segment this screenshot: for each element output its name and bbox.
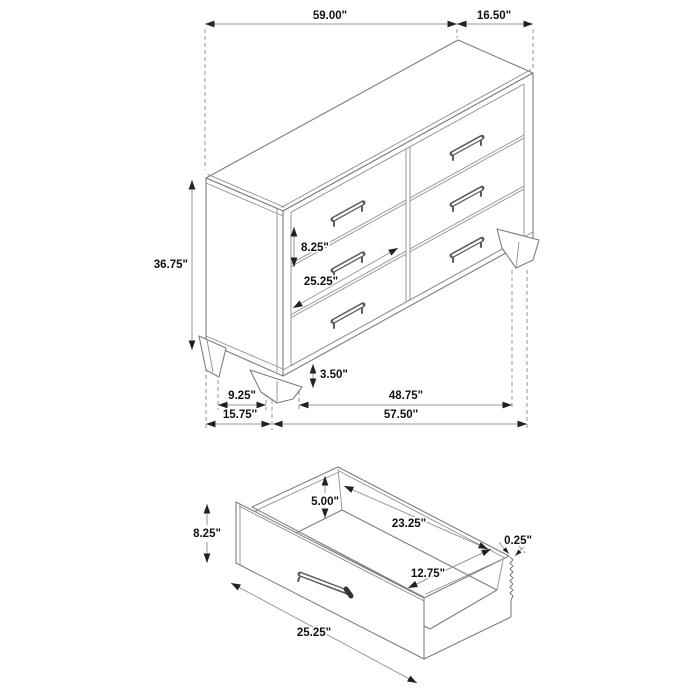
dim-foot-inset-label: 9.25": [228, 390, 256, 402]
dim-base-width-label: 57.50'': [383, 409, 419, 421]
dresser-body: [206, 40, 533, 376]
ddim-inner-width-label: 12.75": [410, 568, 446, 580]
dim-top-depth-label: 16.50": [476, 10, 512, 22]
ddim-inner-depth-label: 5.00": [311, 496, 339, 508]
dresser-diagram: [154, 10, 539, 430]
dim-drawer-height-label: 8.25": [301, 242, 329, 254]
dim-top-width-label: 59.00": [312, 10, 348, 22]
dim-height-label: 36.75": [153, 259, 188, 271]
dim-drawer-width-label: 25.25": [303, 276, 339, 288]
dim-foot-height-label: 3.50": [320, 369, 348, 381]
ddim-front-width-label: 25.25": [296, 627, 332, 639]
drawer-box: [236, 467, 513, 659]
ddim-side-thickness-label: 0.25": [504, 535, 532, 547]
ddim-front-height-label: 8.25": [193, 528, 221, 540]
dim-foot-span-label: 48.75": [388, 390, 424, 402]
dim-base-depth-label: 15.75'': [222, 409, 258, 421]
dovetail-joint-edge: [510, 557, 513, 617]
ddim-inner-length-label: 23.25": [391, 518, 427, 530]
drawer-diagram: [193, 467, 532, 683]
